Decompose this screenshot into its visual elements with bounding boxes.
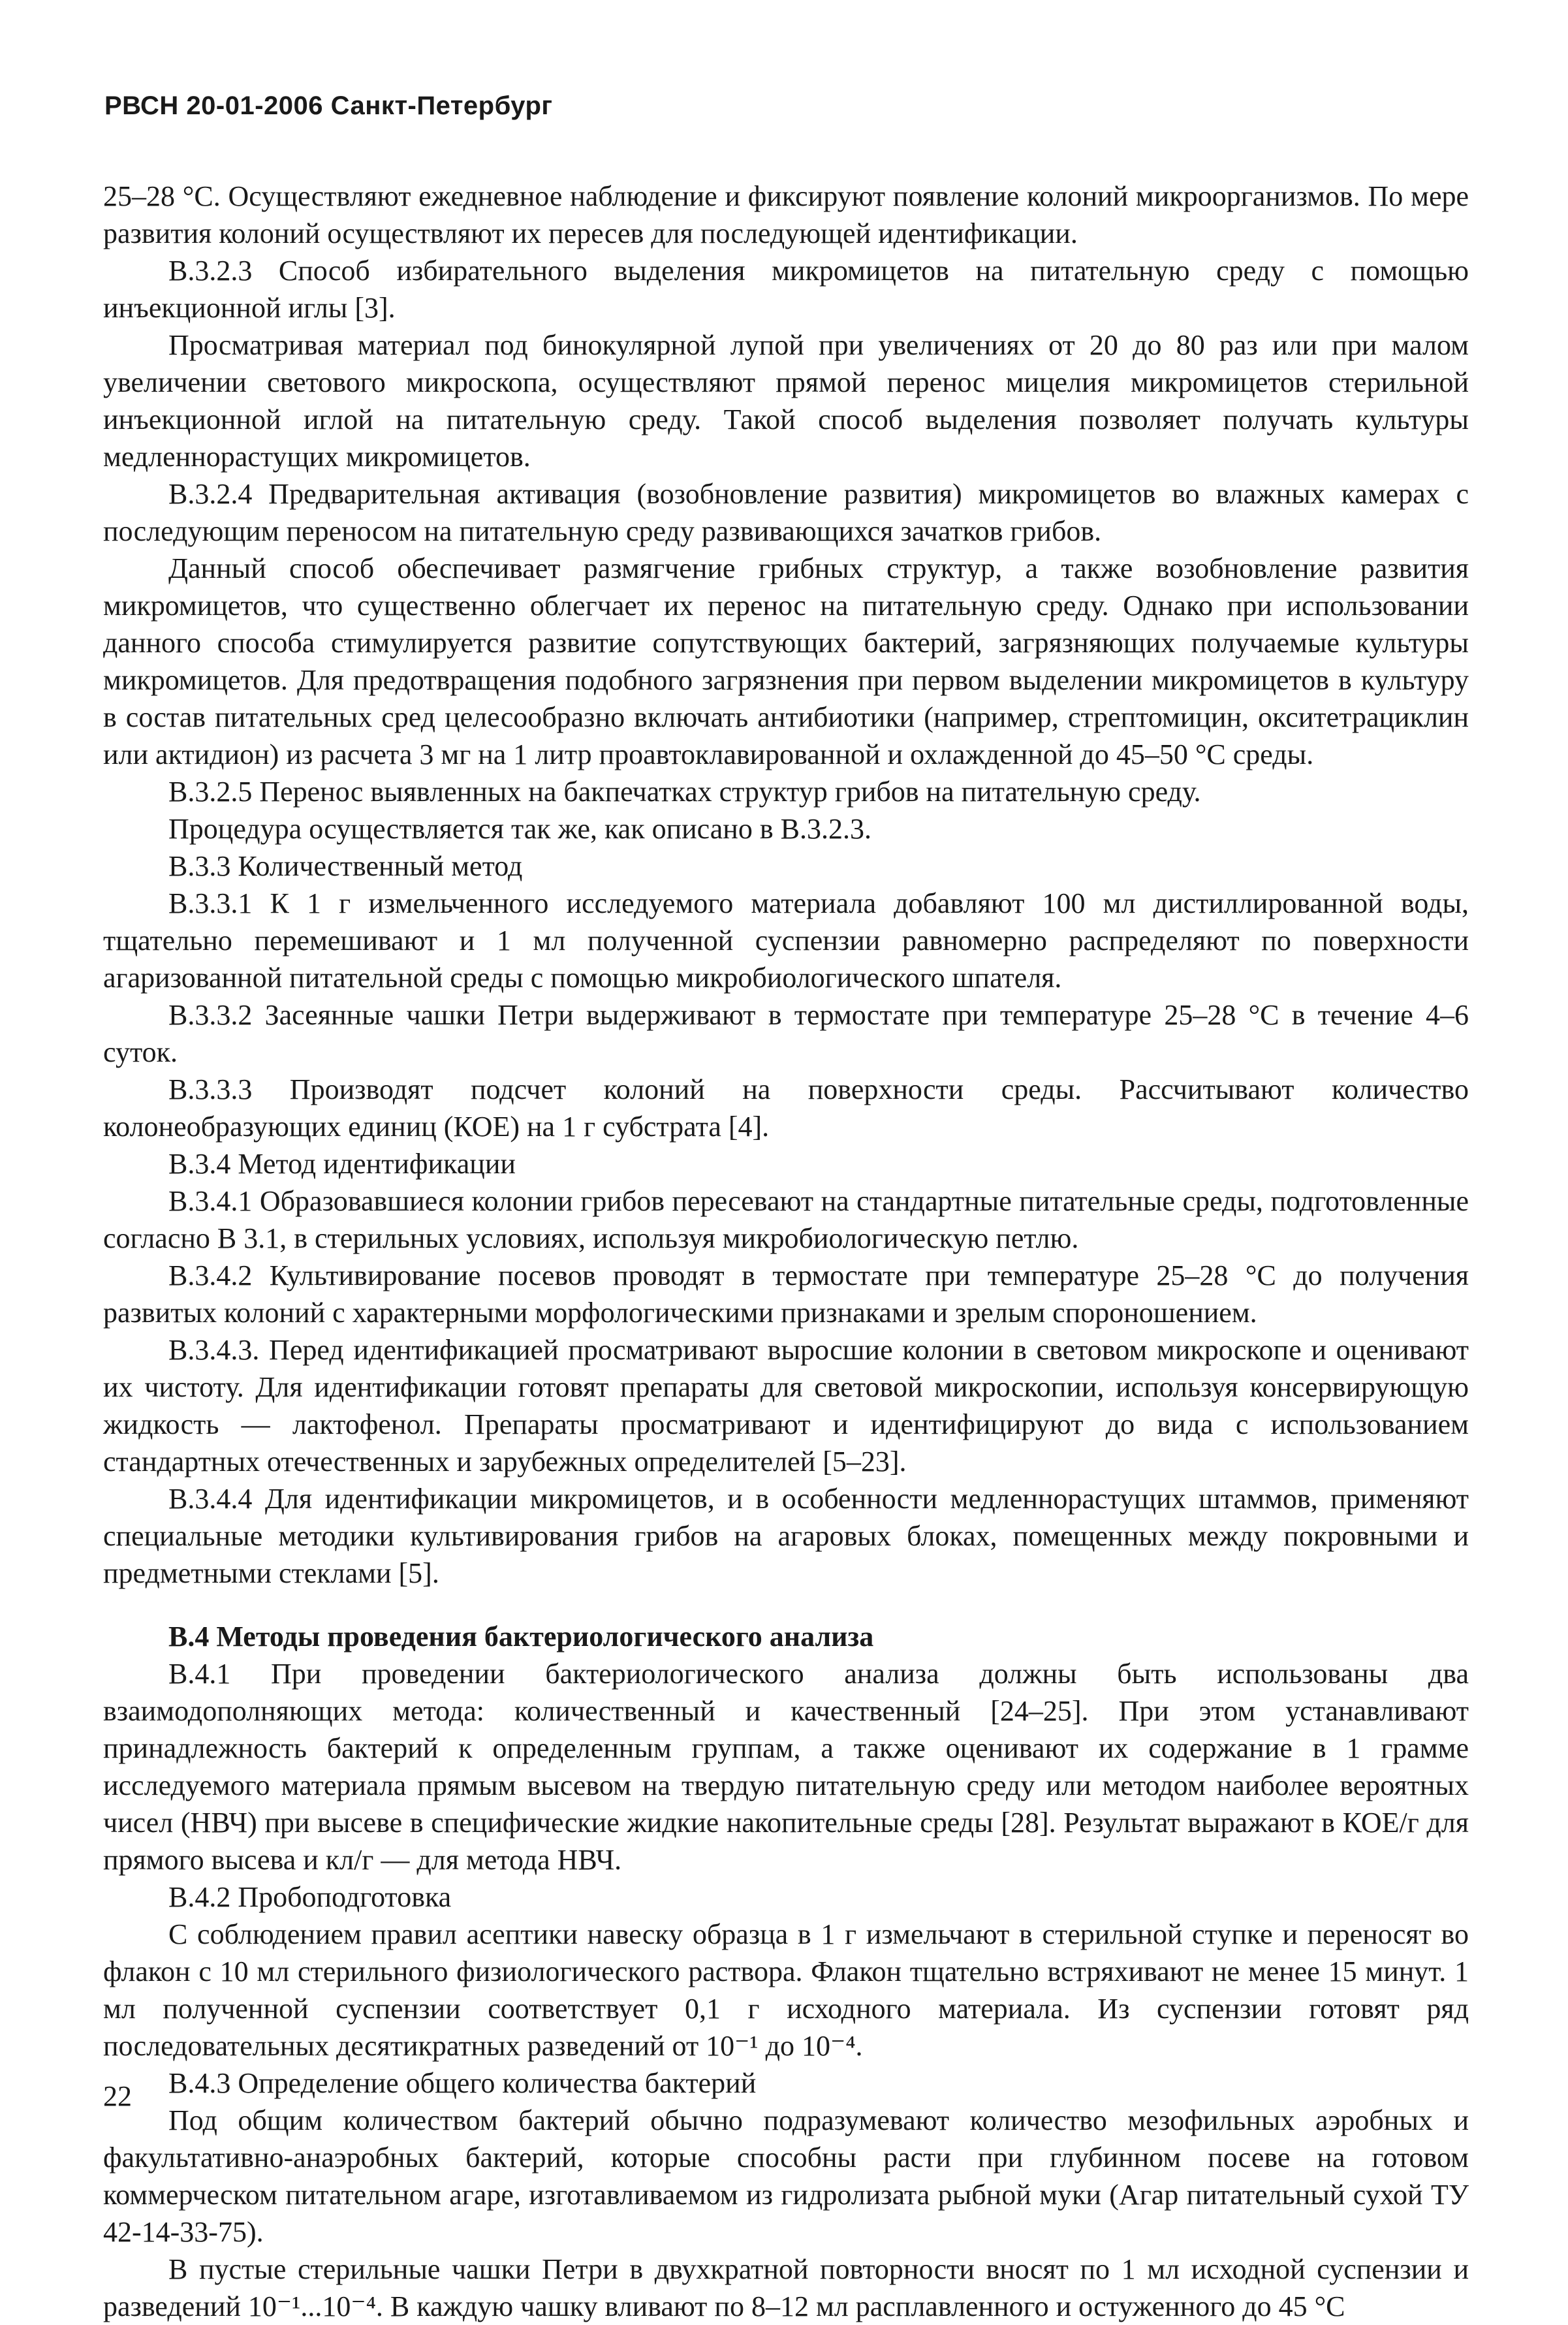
paragraph: В.3.4.2 Культивирование посевов проводят в термостате при температуре 25–28 °С до получения развитых колоний с характерными морфологическими признаками и зрелым спороношением. — [103, 1259, 1469, 1329]
subsection-title: В.4.3 Определение общего количества бактерий — [168, 2067, 757, 2099]
subsection-title: В.3.4 Метод идентификации — [168, 1148, 516, 1180]
subsection-title: В.4.2 Пробоподготовка — [168, 1881, 452, 1913]
paragraph: С соблюдением правил асептики навеску образца в 1 г измельчают в стерильной ступке и переносят во флакон с 10 мл стерильного физиологического раствора. Флакон тщательно встряхивают не менее 15 минут. 1 мл полученной суспензии соответствует 0,1 г исходного материала. Из суспензии готовят ряд последовательных десятикратных разведений от 10⁻¹ до 10⁻⁴. — [103, 1918, 1469, 2062]
paragraph: В.3.3.3 Производят подсчет колоний на поверхности среды. Рассчитывают количество колонеобразующих единиц (КОЕ) на 1 г субстрата [4]. — [103, 1073, 1469, 1143]
body-text — [103, 178, 1469, 2325]
paragraph: 25–28 °С. Осуществляют ежедневное наблюдение и фиксируют появление колоний микроорганизмов. По мере развития колоний осуществляют их пересев для последующей идентификации. — [103, 180, 1469, 249]
subsection-title: В.3.3 Количественный метод — [168, 850, 523, 882]
paragraph: В.3.4.4 Для идентификации микромицетов, и в особенности медленнорастущих штаммов, применяют специальные методики культивирования грибов на агаровых блоках, помещенных между покровными и предметными стеклами [5]. — [103, 1483, 1469, 1589]
paragraph: В.3.2.3 Способ избирательного выделения микромицетов на питательную среду с помощью инъекционной иглы [3]. — [103, 255, 1469, 324]
running-head: РВСН 20-01-2006 Санкт-Петербург — [104, 91, 553, 120]
paragraph: В.3.2.5 Перенос выявленных на бакпечатках структур грибов на питательную среду. — [168, 776, 1201, 808]
section-heading: В.4 Методы проведения бактериологического анализа — [168, 1621, 874, 1653]
paragraph: В.3.3.1 К 1 г измельченного исследуемого материала добавляют 100 мл дистиллированной воды, тщательно перемешивают и 1 мл полученной суспензии равномерно распределяют по поверхности агаризованной питательной среды с помощью микробиологического шпателя. — [103, 887, 1469, 994]
page-number: 22 — [103, 2080, 132, 2112]
paragraph: В.3.4.3. Перед идентификацией просматривают выросшие колонии в световом микроскопе и оценивают их чистоту. Для идентификации готовят препараты для световой микроскопии, используя консервирующую жидкость — лактофенол. Препараты просматривают и идентифицируют до вида с использованием стандартных отечественных и зарубежных определителей [5–23]. — [103, 1334, 1469, 1478]
paragraph: В.3.2.4 Предварительная активация (возобновление развития) микромицетов во влажных камерах с последующим переносом на питательную среду развивающихся зачатков грибов. — [103, 478, 1469, 547]
paragraph: Данный способ обеспечивает размягчение грибных структур, а также возобновление развития микромицетов, что существенно облегчает их перенос на питательную среду. Однако при использовании данного способа стимулируется развитие сопутствующих бактерий, загрязняющих получаемые культуры микромицетов. Для предотвращения подобного загрязнения при первом выделении микромицетов в культуру в состав питательных сред целесообразно включать антибиотики (например, стрептомицин, окситетрациклин или актидион) из расчета 3 мг на 1 литр проавтоклавированной и охлажденной до 45–50 °С среды. — [103, 552, 1469, 770]
paragraph: Просматривая материал под бинокулярной лупой при увеличениях от 20 до 80 раз или при малом увеличении светового микроскопа, осуществляют прямой перенос мицелия микромицетов стерильной инъекционной иглой на питательную среду. Такой способ выделения позволяет получать культуры медленнорастущих микромицетов. — [103, 329, 1469, 473]
paragraph: В.3.3.2 Засеянные чашки Петри выдерживают в термостате при температуре 25–28 °С в течение 4–6 суток. — [103, 999, 1469, 1068]
paragraph: В пустые стерильные чашки Петри в двухкратной повторности вносят по 1 мл исходной суспензии и разведений 10⁻¹...10⁻⁴. В каждую чашку вливают по 8–12 мл расплавленного и остуженного до 45 °С — [103, 2253, 1469, 2322]
paragraph: В.3.4.1 Образовавшиеся колонии грибов пересевают на стандартные питательные среды, подготовленные согласно В 3.1, в стерильных условиях, используя микробиологическую петлю. — [103, 1185, 1469, 1254]
paragraph: Под общим количеством бактерий обычно подразумевают количество мезофильных аэробных и факультативно-анаэробных бактерий, которые способны расти при глубинном посеве на готовом коммерческом питательном агаре, изготавливаемом из гидролизата рыбной муки (Агар питательный сухой ТУ 42-14-33-75). — [103, 2104, 1469, 2248]
paragraph: Процедура осуществляется так же, как описано в В.3.2.3. — [168, 813, 871, 845]
paragraph: В.4.1 При проведении бактериологического анализа должны быть использованы два взаимодополняющих метода: количественный и качественный [24–25]. При этом устанавливают принадлежность бактерий к определенным группам, а также оценивают их содержание в 1 грамме исследуемого материала прямым высевом на твердую питательную среду или методом наиболее вероятных чисел (НВЧ) при высеве в специфические жидкие накопительные среды [28]. Результат выражают в КОЕ/г для прямого высева и кл/г — для метода НВЧ. — [103, 1658, 1469, 1876]
